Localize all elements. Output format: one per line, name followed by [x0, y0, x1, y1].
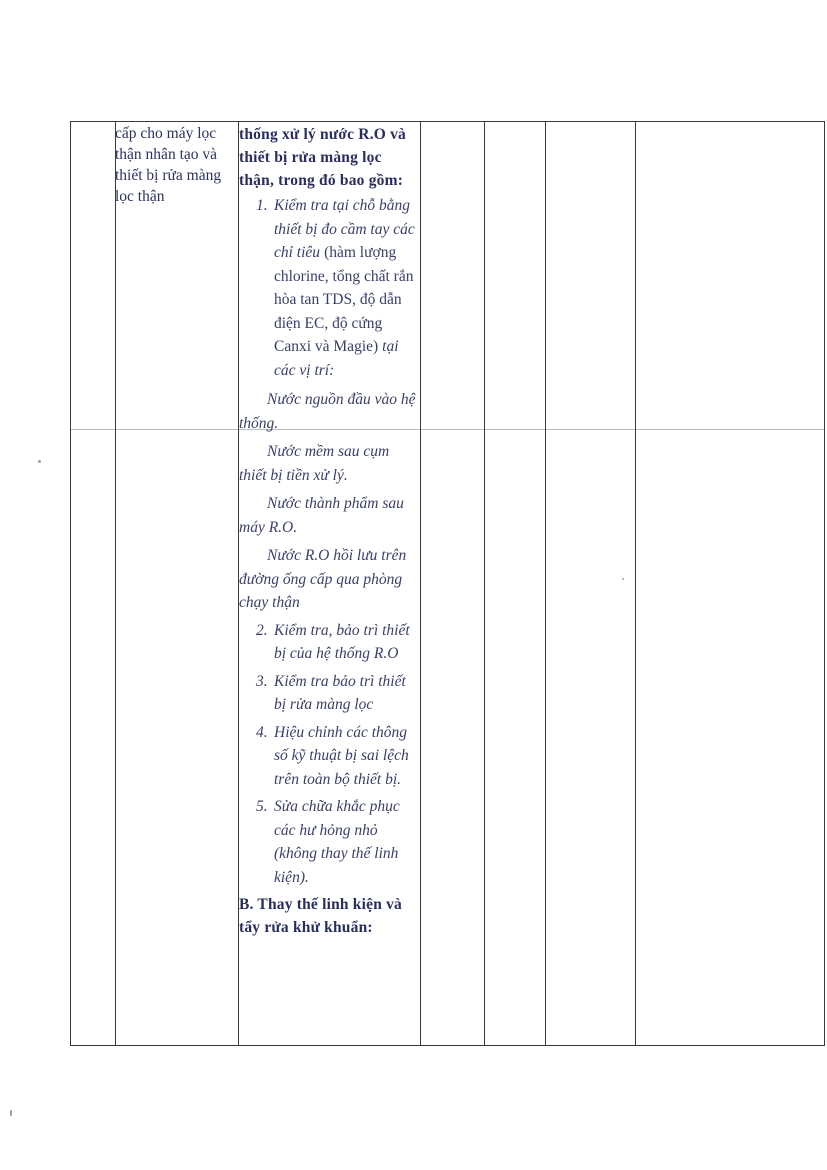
column-border: [824, 121, 825, 1046]
column-border: [70, 121, 71, 1046]
list-item: 3. Kiểm tra bảo trì thiết bị rửa màng lọc: [256, 672, 406, 713]
list-item: 4. Hiệu chỉnh các thông số kỹ thuật bị sai lệch trên toàn bộ thiết bị.: [256, 723, 409, 788]
column-border: [484, 121, 485, 1046]
row-divider: [70, 429, 825, 430]
list-item: 1. Kiểm tra tại chỗ bằng thiết bị đo cầm tay các chỉ tiêu (hàm lượng chlorine, tổng chất rắn hòa tan TDS, độ dẫn điện EC, độ cứng Canxi và Magie) tại các vị trí:: [256, 197, 415, 379]
column-border: [635, 121, 636, 1046]
list-item: 2. Kiểm tra, bảo trì thiết bị của hệ thống R.O: [256, 621, 410, 662]
column-border: [545, 121, 546, 1046]
section-a-heading-continued: thống xử lý nước R.O và thiết bị rửa màng lọc thận, trong đó bao gồm:: [239, 126, 406, 189]
list-item: 5. Sửa chữa khắc phục các hư hỏng nhỏ (không thay thế linh kiện).: [256, 798, 400, 886]
sub-item: Nước thành phẩm sau máy R.O.: [239, 495, 404, 536]
scan-speck: [10, 1110, 12, 1116]
column-border: [420, 121, 421, 1046]
table-bottom-border: [70, 1045, 825, 1046]
scan-speck: [622, 578, 624, 580]
sub-item: Nước mềm sau cụm thiết bị tiền xử lý.: [239, 443, 390, 484]
table-top-border: [70, 121, 825, 122]
scan-speck: [38, 460, 41, 463]
task-list: [239, 619, 419, 890]
section-b-heading: B. Thay thế linh kiện và tẩy rửa khử khuẩn:: [239, 896, 403, 936]
service-description-cell: cấp cho máy lọc thận nhân tạo và thiết bị rửa màng lọc thận: [115, 125, 222, 205]
work-content-cell: [239, 123, 419, 939]
sub-item: Nước nguồn đầu vào hệ thống.: [239, 391, 416, 432]
sub-item: Nước R.O hồi lưu trên đường ống cấp qua phòng chạy thận: [239, 547, 407, 611]
column-border: [115, 121, 116, 1046]
task-list: [239, 194, 419, 382]
